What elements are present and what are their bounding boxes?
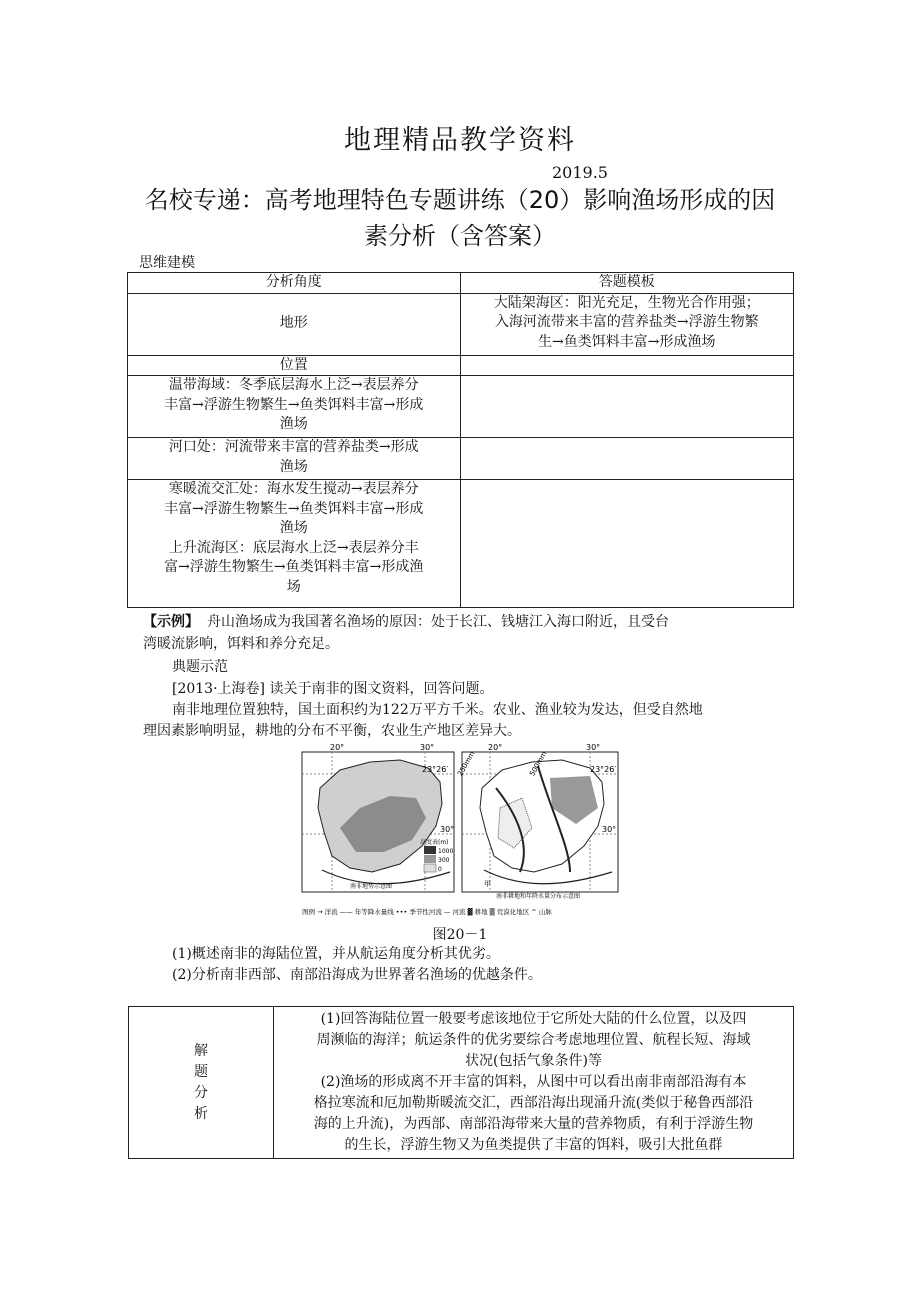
isohyet-500-label: 500mm xyxy=(528,750,549,778)
title-line-1: 名校专递：高考地理特色专题讲练（20）影响渔场形成的因 xyxy=(144,186,776,214)
example-label: 【示例】 xyxy=(143,614,199,630)
analysis-label-char: 题 xyxy=(194,1063,208,1080)
lon-30-label-right: 30° xyxy=(586,743,601,752)
cell-line: 上升流海区：底层海水上泛→表层养分丰 xyxy=(168,539,419,556)
date: 2019.5 xyxy=(552,163,608,182)
temperate-cell xyxy=(128,376,461,438)
legend-300: 300 xyxy=(438,857,450,864)
lon-20-label: 20° xyxy=(330,743,345,752)
cell-line: 丰富→浮游生物繁生→鱼类饵料丰富→形成 xyxy=(164,396,424,413)
cell-line: 渔场 xyxy=(279,520,308,536)
question-2: (2)分析南非西部、南部沿海成为世界著名渔场的优越条件。 xyxy=(172,967,542,983)
model-heading: 思维建模 xyxy=(139,255,195,271)
header-title: 地理精品教学资料 xyxy=(344,125,576,156)
cell-line: 寒暖流交汇处：海水发生搅动→表层养分 xyxy=(168,481,419,497)
analysis-line: 状况(包括气象条件)等 xyxy=(465,1053,602,1069)
figure-legend: 图例 → 洋流 —— 年等降水量线 ••• 季节性河流 — 河流 ▓ 耕地 ▒ 荒漠化地区 ^ 山脉 xyxy=(302,908,552,916)
example-line-1 xyxy=(143,612,669,633)
analysis-line: 格拉寒流和厄加勒斯暖流交汇，西部沿海出现涌升流(类似于秘鲁西部沿 xyxy=(313,1095,754,1111)
right-map-title: 南非耕地和年降水量分布示意图 xyxy=(496,893,581,900)
analysis-label-char: 解 xyxy=(194,1042,208,1059)
empty-cell xyxy=(460,376,794,438)
cell-line: 温带海域：冬季底层海水上泛→表层养分 xyxy=(168,377,419,393)
south-africa-figure xyxy=(300,743,620,920)
row-terrain-label: 地形 xyxy=(128,293,461,355)
jia-label: 甲 xyxy=(484,880,491,888)
col-header-template: 答题模板 xyxy=(460,273,794,294)
legend-swatch-high xyxy=(424,846,436,854)
page-title xyxy=(130,182,790,254)
row-position-label: 位置 xyxy=(128,355,461,376)
lat-23-label-right: 23°26′ xyxy=(590,765,617,774)
isohyet-250-label: 250mm xyxy=(456,750,477,778)
current-upwelling-cell xyxy=(128,480,461,608)
lon-30-label: 30° xyxy=(420,743,435,752)
analysis-line: 海的上升流)，为西部、南部沿海带来大量的营养物质，有利于浮游生物 xyxy=(313,1116,754,1132)
legend-0: 0 xyxy=(438,866,442,873)
terrain-line: 大陆架海区：阳光充足，生物光合作用强； xyxy=(493,294,760,311)
terrain-line: 生→鱼类饵料丰富→形成渔场 xyxy=(538,333,716,350)
analysis-label xyxy=(129,1007,274,1159)
analysis-line: (2)渔场的形成离不开丰富的饵料，从图中可以看出南非南部沿海有本 xyxy=(320,1074,747,1090)
analysis-label-char: 分 xyxy=(194,1084,208,1101)
typical-source: [2013·上海卷] 读关于南非的图文资料，回答问题。 xyxy=(172,681,494,697)
legend-1000: 1000 xyxy=(438,848,454,855)
terrain-line: 入海河流带来丰富的营养盐类→浮游生物繁 xyxy=(494,314,759,330)
example-text: 舟山渔场成为我国著名渔场的原因：处于长江、钱塘江入海口附近，且受台 xyxy=(207,614,669,630)
col-header-angle: 分析角度 xyxy=(128,273,461,294)
empty-cell xyxy=(460,438,794,480)
row-terrain-template xyxy=(460,293,794,355)
cell-line: 渔场 xyxy=(279,416,308,432)
estuary-cell xyxy=(128,438,461,480)
empty-cell xyxy=(460,480,794,608)
figure-caption: 图20－1 xyxy=(432,927,488,943)
analysis-line: 的生长，浮游生物又为鱼类提供了丰富的饵料，吸引大批鱼群 xyxy=(344,1137,723,1153)
typical-intro-2: 理因素影响明显，耕地的分布不平衡，农业生产地区差异大。 xyxy=(143,723,521,739)
legend-height-title: 高度表(m) xyxy=(420,839,449,846)
cell-line: 场 xyxy=(286,578,301,595)
example-line-2: 湾暖流影响，饵料和养分充足。 xyxy=(143,636,339,652)
legend-swatch-low xyxy=(424,864,436,872)
analysis-line: (1)回答海陆位置一般要考虑该地位于它所处大陆的什么位置，以及四 xyxy=(320,1011,747,1027)
empty-cell xyxy=(460,355,794,376)
model-table xyxy=(127,272,794,608)
cell-line: 丰富→浮游生物繁生→鱼类饵料丰富→形成 xyxy=(164,500,424,517)
lon-20-label-right: 20° xyxy=(488,743,503,752)
typical-intro-1: 南非地理位置独特，国土面积约为122万平方千米。农业、渔业较为发达，但受自然地 xyxy=(172,702,703,718)
lat-30-label-right: 30° xyxy=(602,825,617,834)
typical-heading: 典题示范 xyxy=(172,659,228,675)
lat-30-label: 30° xyxy=(440,825,455,834)
title-line-2: 素分析（含答案） xyxy=(364,222,556,250)
analysis-label-char: 析 xyxy=(194,1105,208,1122)
right-map-current xyxy=(484,870,612,884)
analysis-line: 周濒临的海洋；航运条件的优劣要综合考虑地理位置、航程长短、海域 xyxy=(316,1032,751,1048)
question-1: (1)概述南非的海陆位置，并从航运角度分析其优劣。 xyxy=(172,946,500,962)
left-map-title: 南非地势示意图 xyxy=(350,883,393,890)
legend-swatch-mid xyxy=(424,855,436,863)
cell-line: 富→浮游生物繁生→鱼类饵料丰富→形成渔 xyxy=(164,559,424,575)
lat-23-label: 23°26′ xyxy=(422,765,449,774)
cell-line: 渔场 xyxy=(279,458,308,475)
analysis-content xyxy=(274,1007,794,1159)
cell-line: 河口处：河流带来丰富的营养盐类→形成 xyxy=(168,439,419,455)
analysis-table xyxy=(128,1006,794,1159)
